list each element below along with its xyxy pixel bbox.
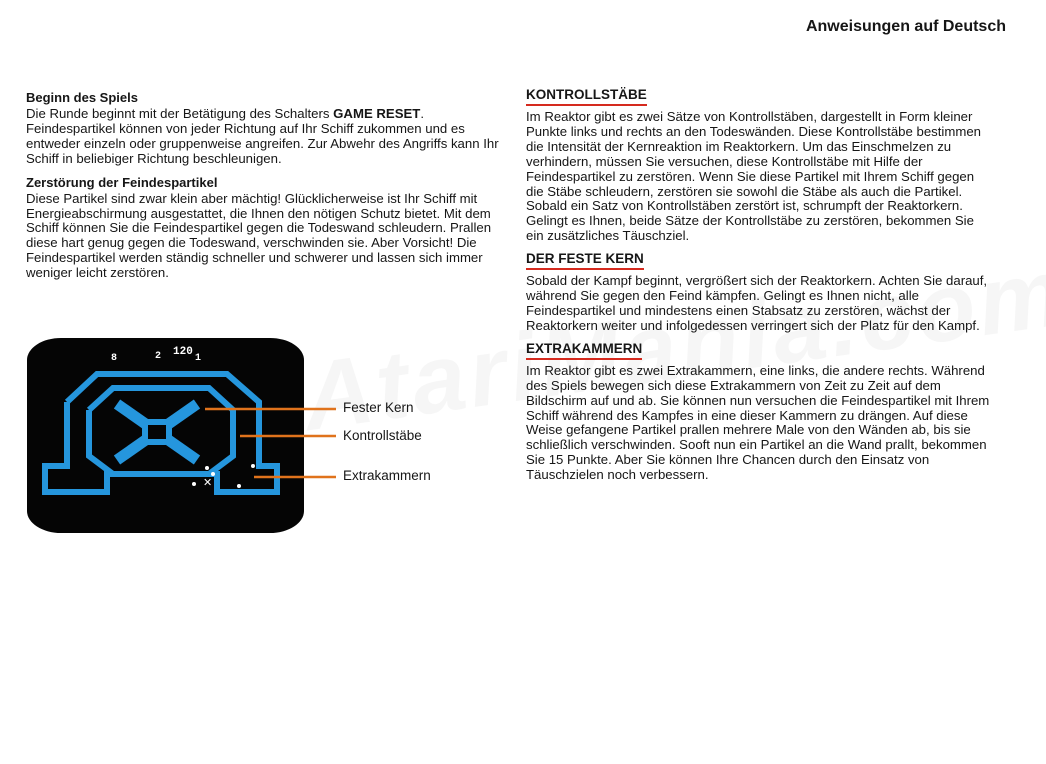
core-center	[147, 424, 167, 440]
heading-extrakammern: EXTRAKAMMERN	[526, 341, 642, 360]
mid-digit: 2	[155, 351, 162, 362]
section-title-beginn: Beginn des Spiels	[26, 90, 138, 105]
callout-fester-kern: Fester Kern	[343, 400, 414, 415]
section-text-beginn	[26, 107, 504, 167]
section-text-zerstoerung: Diese Partikel sind zwar klein aber mächtig! Glücklicherweise ist Ihr Schiff mit Energieabschirmung ausgestattet, die Ihnen den nötigen Schutz bietet. Mit dem Schiff können Sie die Feindespartikel gegen die Todeswand schleudern. Prallen diese hart genug gegen die Todeswand, verschwinden sie. Aber Vorsicht! Die Feindespartikel werden ständig schneller und schwerer und lassen sich immer weniger leicht zerstören.	[26, 190, 492, 281]
svg-text:✕: ✕	[203, 476, 213, 489]
heading-feste-kern: DER FESTE KERN	[526, 251, 644, 270]
section-title-zerstoerung: Zerstörung der Feindespartikel	[26, 174, 218, 190]
text-feste-kern: Sobald der Kampf beginnt, vergrößert sich der Reaktorkern. Achten Sie darauf, während Sie gegen den Feind kämpfen. Gelingt es Ihnen nicht, alle Feindespartikel und mindestens einen Stabsatz zu zerstören, wächst der Reaktorkern weiter und infolgedessen verringert sich der Platz für den Kampf.	[526, 273, 988, 333]
reactor-maze	[27, 338, 304, 533]
right-column	[526, 86, 994, 483]
callout-kontrollstaebe: Kontrollstäbe	[343, 428, 422, 443]
score: 120	[173, 346, 193, 358]
page-header: Anweisungen auf Deutsch	[805, 18, 1006, 35]
left-digit: 8	[111, 353, 118, 364]
game-reset-keyword: GAME RESET	[333, 106, 421, 121]
game-screenshot	[27, 338, 304, 533]
callout-extrakammern: Extrakammern	[343, 468, 431, 483]
beginn-text-pre: Die Runde beginnt mit der Betätigung des Schalters	[26, 106, 334, 121]
left-column	[26, 90, 504, 281]
right-digit: 1	[195, 353, 202, 364]
text-kontrollstaebe: Im Reaktor gibt es zwei Sätze von Kontrollstäben, dargestellt in Form kleiner Punkte links und rechts an den Todeswänden. Diese Kontrollstäbe bestimmen die Intensität der Kernreaktion im Reaktorkern. Um das Einschmelzen zu verhindern, müssen Sie versuchen, diese Kontrollstäbe mit Hilfe der Feindespartikel zu zerstören. Wenn Sie diese Partikel mit Ihrem Schiff gegen die Stäbe schleudern, zerstören sie sowohl die Stäbe als auch die Partikel. Sobald ein Satz von Kontrollstäben zerstört ist, schrumpft der Reaktorkern. Gelingt es Ihnen, beide Sätze der Kontrollstäbe zu zerstören, bekommen Sie ein zusätzliches Täuschziel.	[526, 109, 981, 244]
beginn-text-post: . Feindespartikel können von jeder Richtung auf Ihr Schiff zukommen und es entweder einzeln oder gruppenweise angreifen. Zur Abwehr des Angriffs kann Ihr Schiff in beliebiger Richtung beschleunigen.	[26, 106, 499, 166]
heading-kontrollstaebe: KONTROLLSTÄBE	[526, 87, 647, 106]
text-extrakammern: Im Reaktor gibt es zwei Extrakammern, eine links, die andere rechts. Während des Spiels bewegen sich diese Extrakammern von Zeit zu Zeit auf dem Bildschirm auf und ab. Sie können nun versuchen die Feindespartikel mit Ihrem Schiff während des Kampfes in eine dieser Kammern zu drängen. Auf diese Weise gefangene Partikel prallen mehrere Male von den Wänden ab, bis sie schließlich verschwinden. Sooft nun ein Partikel an die Wand prallt, bekommen Sie 15 Punkte. Aber Sie können Ihre Chancen durch den Einsatz von Täuschzielen noch verbessern.	[526, 362, 990, 483]
